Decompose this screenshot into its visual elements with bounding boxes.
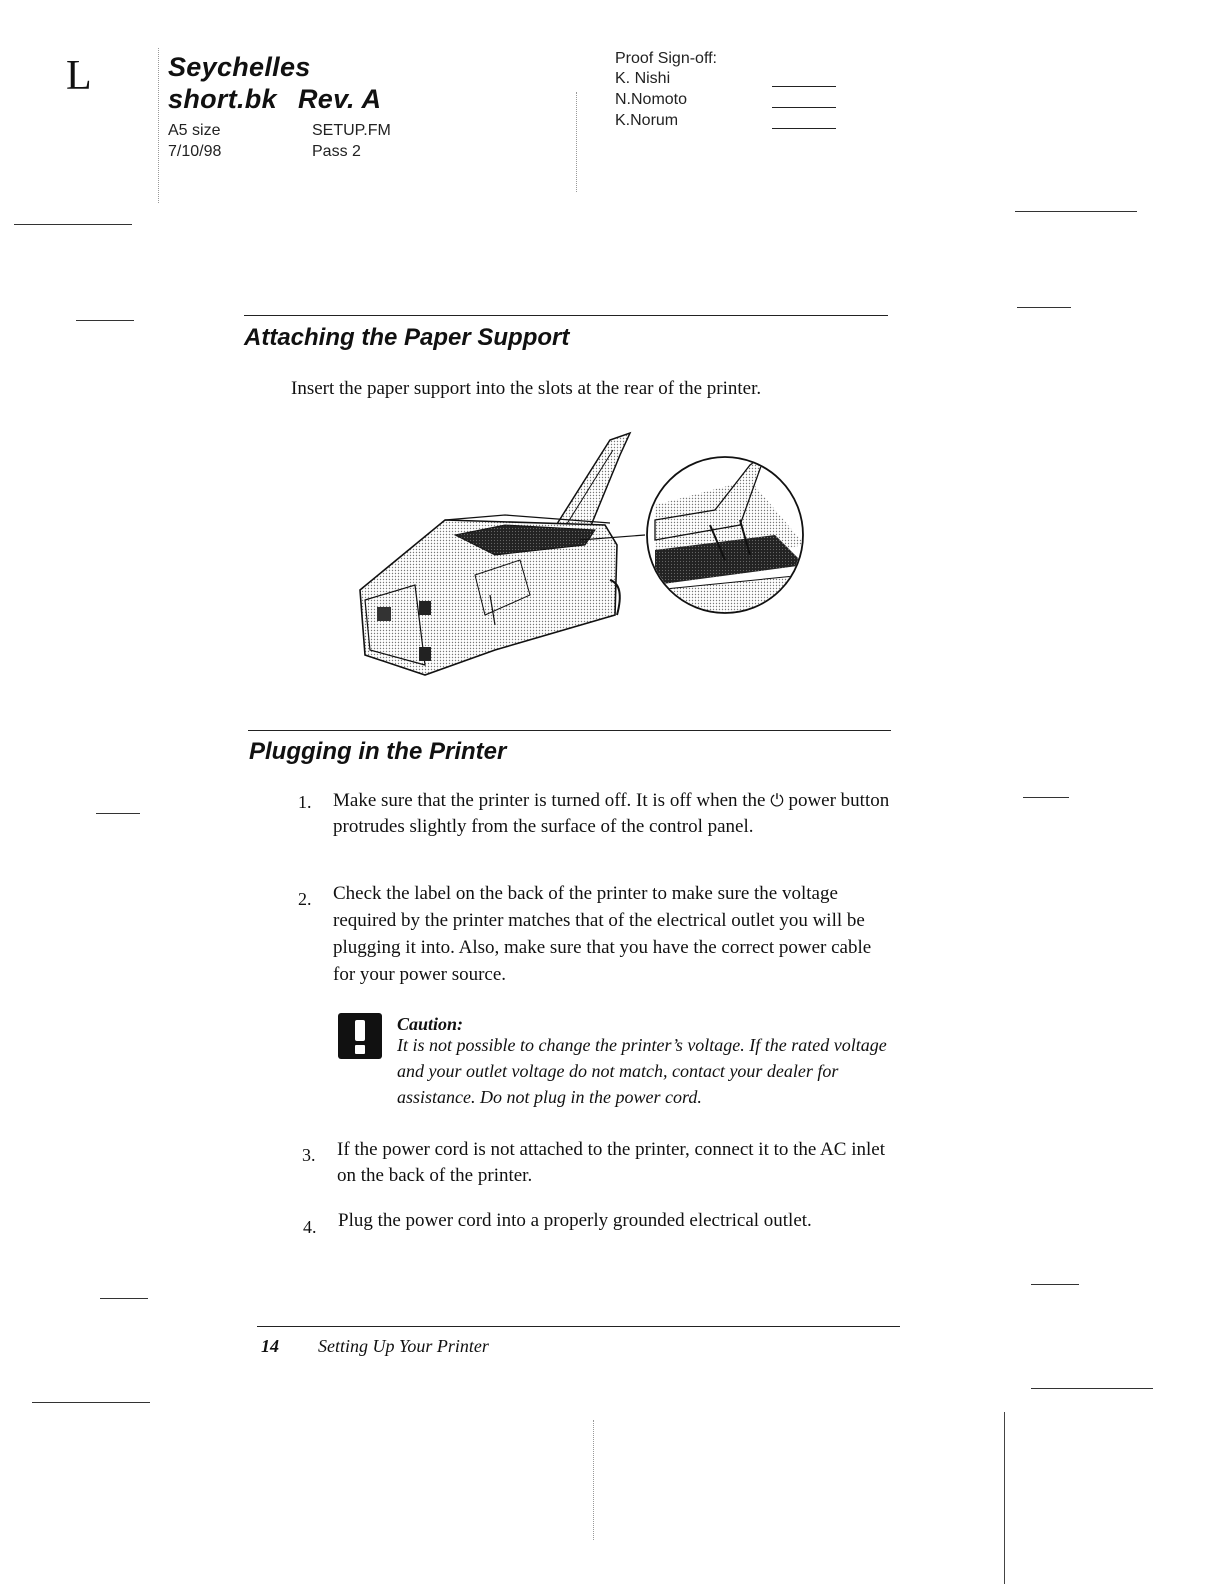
crop-mark: [14, 224, 132, 225]
paper-support-instruction: Insert the paper support into the slots at the rear of the printer.: [291, 378, 762, 399]
step1-text-cont: power button protrudes slightly from the surface of the control panel.: [333, 790, 890, 837]
margin-letter: L: [66, 53, 92, 99]
caution-icon: [338, 1013, 382, 1059]
crop-mark: [1015, 211, 1137, 212]
crop-mark: [100, 1298, 148, 1299]
signoff-name: N.Nomoto: [615, 91, 688, 108]
section-title-paper-support: Attaching the Paper Support: [244, 324, 570, 351]
chapter-title: Setting Up Your Printer: [318, 1336, 489, 1356]
step-text: Plug the power cord into a properly grounded electrical outlet.: [338, 1210, 812, 1231]
crop-mark: [76, 320, 134, 321]
caution-title: Caution:: [397, 1014, 464, 1034]
step-number: 1.: [298, 792, 312, 812]
file-name: SETUP.FM: [312, 122, 391, 139]
printer-drawing: [355, 425, 805, 685]
header-guide-line: [158, 48, 159, 203]
crop-mark: [1031, 1388, 1153, 1389]
book-title-line1: Seychelles: [168, 52, 311, 82]
section-rule: [244, 315, 888, 316]
caution-text: It is not possible to change the printer’s voltage. If the rated voltage and your outlet voltage do not match, contact your dealer for assistance. Do not plug in the power cord.: [397, 1035, 887, 1107]
crop-mark: [1031, 1284, 1079, 1285]
page-size: A5 size: [168, 122, 221, 139]
step-number: 4.: [303, 1217, 317, 1237]
step-number: 3.: [302, 1145, 316, 1165]
right-margin-line: [1004, 1412, 1005, 1584]
proof-signoff-title: Proof Sign-off:: [615, 50, 717, 67]
doc-date: 7/10/98: [168, 143, 222, 160]
signoff-line: [772, 86, 836, 87]
crop-mark: [96, 813, 140, 814]
step-text: [333, 788, 893, 840]
section-title-plugging-in: Plugging in the Printer: [249, 738, 507, 765]
footer-rule: [257, 1326, 900, 1327]
revision-label: Rev. A: [298, 84, 382, 114]
page-number: 14: [261, 1336, 279, 1356]
step-number: 2.: [298, 889, 312, 909]
crop-mark: [1017, 307, 1071, 308]
section-rule: [248, 730, 891, 731]
book-title-line2: short.bk: [168, 84, 277, 114]
signoff-line: [772, 107, 836, 108]
step-text: Check the label on the back of the printer to make sure the voltage required by the printer matches that of the electrical outlet you will be plugging it into. Also, make sure that you have the correct power cable for your power source.: [333, 883, 872, 985]
signoff-line: [772, 128, 836, 129]
pass-label: Pass 2: [312, 143, 361, 160]
signoff-name: K.Norum: [615, 112, 679, 129]
footer-guide-line: [593, 1420, 594, 1540]
step1-text-start: Make sure that the printer is turned off. It is off when the: [333, 790, 766, 811]
printer-illustration: [355, 425, 805, 685]
crop-mark: [1023, 797, 1069, 798]
header-guide-line: [576, 92, 577, 192]
power-icon: ⏻: [770, 791, 784, 811]
step-text: If the power cord is not attached to the printer, connect it to the AC inlet on the back of the printer.: [337, 1139, 885, 1186]
crop-mark: [32, 1402, 150, 1403]
signoff-name: K. Nishi: [615, 70, 671, 87]
